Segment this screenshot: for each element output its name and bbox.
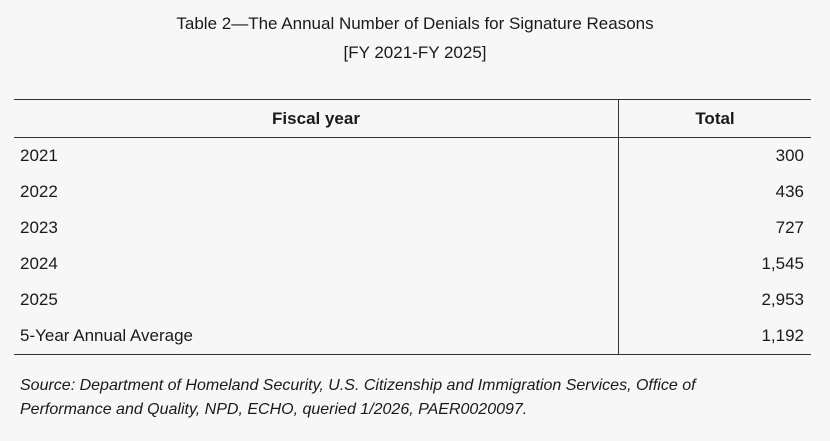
table-row-average xyxy=(14,318,811,355)
denials-table xyxy=(14,99,811,355)
source-line-2: Performance and Quality, NPD, ECHO, queried 1/2026, PAER0020097. xyxy=(20,401,528,418)
fiscal-year-cell: 2023 xyxy=(14,210,619,246)
table-subtitle: [FY 2021-FY 2025] xyxy=(343,43,487,62)
fiscal-year-cell: 2021 xyxy=(14,138,619,175)
total-cell: 300 xyxy=(775,146,804,165)
fiscal-year-cell: 2024 xyxy=(14,246,619,282)
header-total: Total xyxy=(619,100,812,138)
total-cell: 727 xyxy=(775,218,804,237)
table-title: Table 2—The Annual Number of Denials for Signature Reasons xyxy=(176,14,654,33)
table-row xyxy=(14,138,811,175)
total-cell: 436 xyxy=(775,182,804,201)
source-line-1: Source: Department of Homeland Security, U.S. Citizenship and Immigration Services, Office of xyxy=(20,377,696,394)
table-row xyxy=(14,174,811,210)
header-fiscal-year: Fiscal year xyxy=(14,100,619,138)
source-note xyxy=(20,374,800,422)
total-cell: 1,192 xyxy=(619,318,812,355)
table-header-row xyxy=(14,100,811,138)
fiscal-year-cell: 5-Year Annual Average xyxy=(14,318,619,355)
total-cell: 2,953 xyxy=(761,290,804,309)
table-row xyxy=(14,246,811,282)
table-row xyxy=(14,210,811,246)
table-row xyxy=(14,282,811,318)
fiscal-year-cell: 2022 xyxy=(14,174,619,210)
total-cell: 1,545 xyxy=(761,254,804,273)
fiscal-year-cell: 2025 xyxy=(14,282,619,318)
